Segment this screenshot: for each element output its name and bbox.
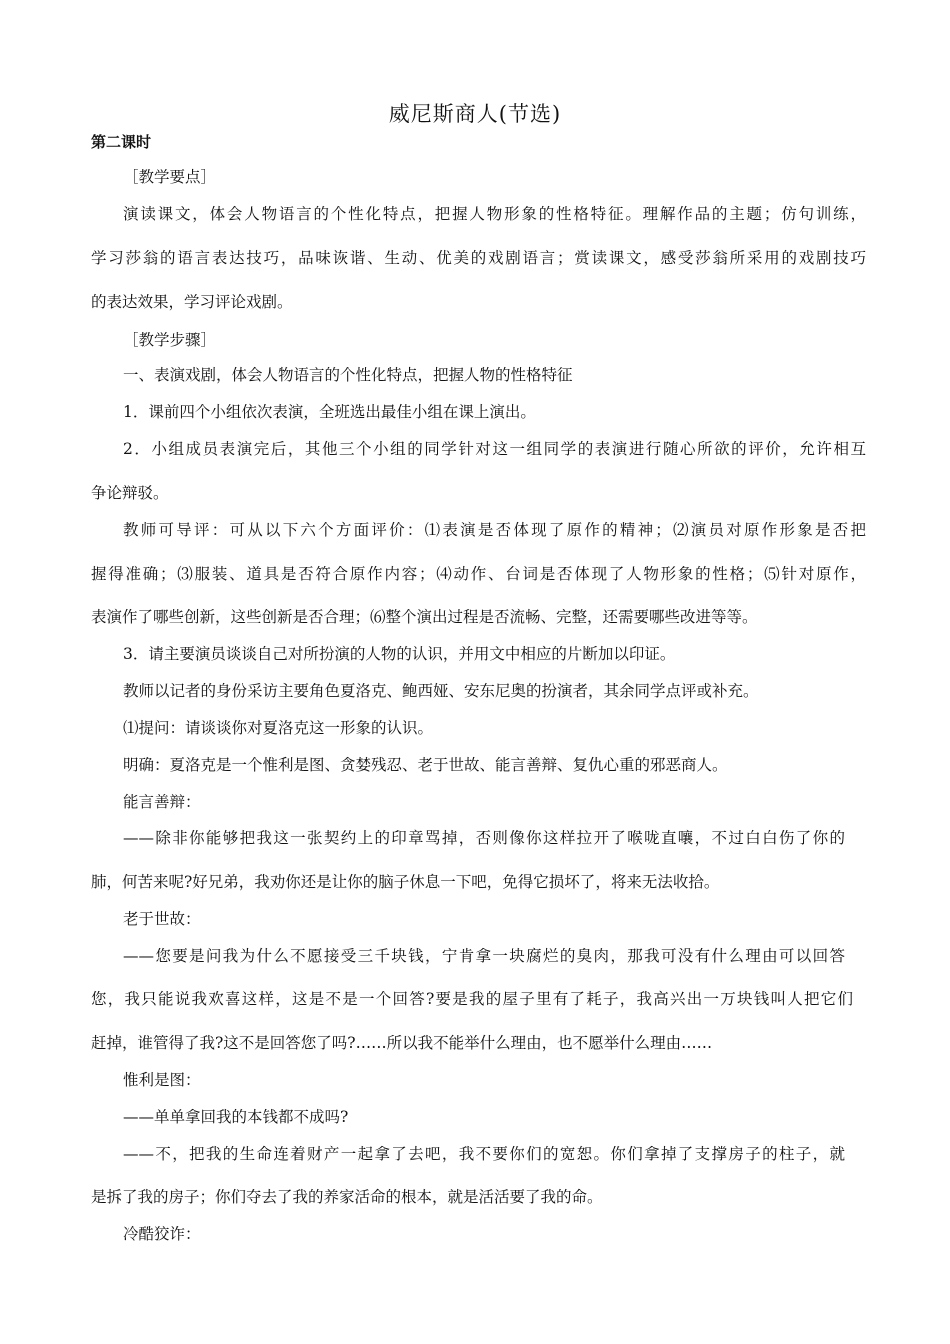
quote-line: ——不，把我的生命连着财产一起拿了去吧，我不要你们的宽恕。你们拿掉了支撑房子的柱子，就 — [123, 1145, 845, 1163]
paragraph-line: 握得准确；⑶服装、道具是否符合原作内容；⑷动作、台词是否体现了人物形象的性格；⑸针对原作， — [91, 565, 866, 583]
paragraph-line: 争论辩驳。 — [91, 484, 169, 502]
paragraph-line: 惟利是图： — [123, 1071, 201, 1089]
paragraph-line: 能言善辩： — [123, 793, 201, 811]
paragraph-line: 老于世故： — [123, 910, 201, 928]
quote-line: 您，我只能说我欢喜这样，这是不是一个回答?要是我的屋子里有了耗子，我高兴出一万块钱叫人把它们 — [91, 990, 853, 1008]
quote-line: ——单单拿回我的本钱都不成吗? — [123, 1108, 349, 1126]
paragraph-line: 演读课文，体会人物语言的个性化特点，把握人物形象的性格特征。理解作品的主题；仿句训练， — [123, 205, 866, 223]
quote-line: ——您要是问我为什么不愿接受三千块钱，宁肯拿一块腐烂的臭肉，那我可没有什么理由可以回答 — [123, 947, 845, 965]
paragraph-line: 1．课前四个小组依次表演，全班选出最佳小组在课上演出。 — [123, 403, 536, 421]
quote-line: ——除非你能够把我这一张契约上的印章骂掉，否则像你这样拉开了喉咙直嚷，不过白白伤了你的 — [123, 829, 845, 847]
paragraph-line: 冷酷狡诈： — [123, 1225, 201, 1243]
paragraph-line: 明确：夏洛克是一个惟利是图、贪婪残忍、老于世故、能言善辩、复仇心重的邪恶商人。 — [123, 756, 728, 774]
paragraph-line: 2．小组成员表演完后，其他三个小组的同学针对这一组同学的表演进行随心所欲的评价，允许相互 — [123, 440, 866, 458]
quote-line: 是拆了我的房子；你们夺去了我的养家活命的根本，就是活活要了我的命。 — [91, 1188, 603, 1206]
paragraph-line: 学习莎翁的语言表达技巧，品味诙谐、生动、优美的戏剧语言；赏读课文，感受莎翁所采用的戏剧技巧 — [91, 249, 866, 267]
paragraph-line: 表演作了哪些创新，这些创新是否合理；⑹整个演出过程是否流畅、完整，还需要哪些改进等等。 — [91, 608, 758, 626]
paragraph-line: 一、表演戏剧，体会人物语言的个性化特点，把握人物的性格特征 — [123, 366, 573, 384]
quote-line: 赶掉，谁管得了我?这不是回答您了吗?……所以我不能举什么理由，也不愿举什么理由…… — [91, 1034, 713, 1052]
quote-line: 肺，何苦来呢?好兄弟，我劝你还是让你的脑子休息一下吧，免得它损坏了，将来无法收拾。 — [91, 873, 720, 891]
paragraph-line: 3．请主要演员谈谈自己对所扮演的人物的认识，并用文中相应的片断加以印证。 — [123, 645, 676, 663]
paragraph-line: 教师可导评：可从以下六个方面评价：⑴表演是否体现了原作的精神；⑵演员对原作形象是否把 — [123, 521, 866, 539]
paragraph-line: 的表达效果，学习评论戏剧。 — [91, 293, 293, 311]
section-heading: ［教学步骤］ — [123, 331, 217, 349]
section-heading: ［教学要点］ — [123, 168, 217, 186]
paragraph-line: 教师以记者的身份采访主要角色夏洛克、鲍西娅、安东尼奥的扮演者，其余同学点评或补充。 — [123, 682, 759, 700]
document-title: 威尼斯商人(节选) — [388, 102, 562, 126]
lesson-heading: 第二课时 — [91, 133, 152, 151]
paragraph-line: ⑴提问：请谈谈你对夏洛克这一形象的认识。 — [123, 719, 434, 737]
